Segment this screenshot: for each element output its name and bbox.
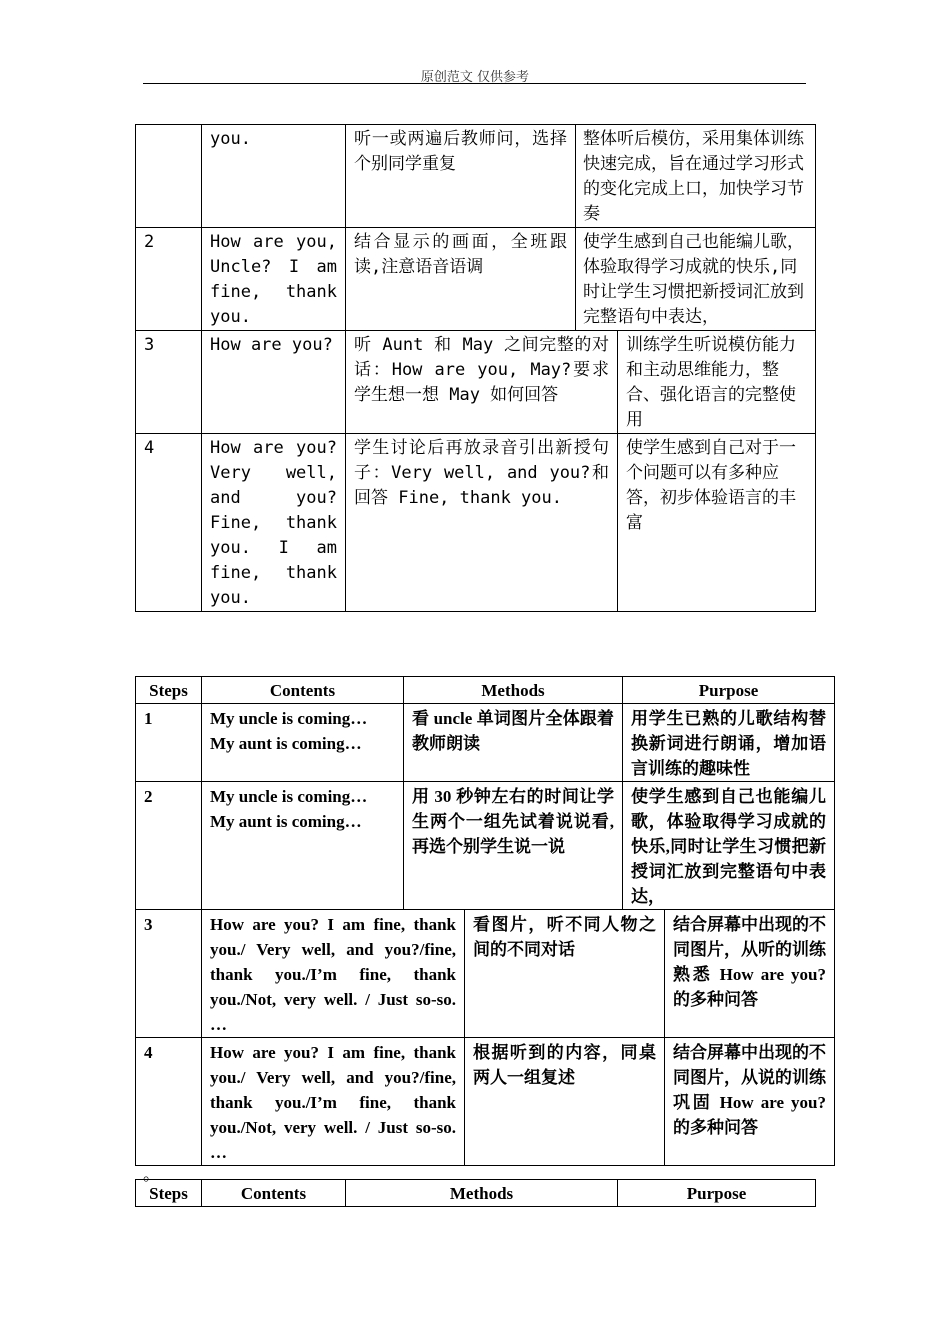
step-cell: 4 bbox=[136, 434, 202, 612]
method-cell: 看 uncle 单词图片全体跟着教师朗读 bbox=[404, 704, 623, 782]
purpose-cell: 用学生已熟的儿歌结构替换新词进行朗诵，增加语言训练的趣味性 bbox=[623, 704, 835, 782]
content-cell: How are you? Very well, and you? Fine, thank you. I am fine, thank you. bbox=[202, 434, 346, 612]
separator-mark: 。 bbox=[143, 1165, 160, 1185]
method-cell: 结合显示的画面，全班跟读,注意语音语调 bbox=[346, 228, 576, 331]
step-cell: 4 bbox=[136, 1038, 202, 1166]
table-header-row bbox=[136, 1180, 816, 1207]
table-row bbox=[136, 704, 835, 782]
header-contents: Contents bbox=[202, 677, 404, 704]
method-cell: 根据听到的内容，同桌两人一组复述 bbox=[465, 1038, 665, 1166]
header-rule bbox=[143, 83, 806, 84]
lesson-table-1 bbox=[135, 124, 816, 612]
content-cell: My uncle is coming… My aunt is coming… bbox=[202, 704, 404, 782]
header-steps: Steps bbox=[136, 1180, 202, 1207]
table-row bbox=[136, 125, 816, 228]
lesson-table-2 bbox=[135, 676, 835, 1166]
page-header: 原创范文 仅供参考 bbox=[420, 70, 530, 85]
purpose-cell: 使学生感到自己也能编儿歌，体验取得学习成就的快乐,同时让学生习惯把新授词汇放到完整语句中表达， bbox=[623, 782, 835, 910]
header-methods: Methods bbox=[346, 1180, 618, 1207]
step-cell: 1 bbox=[136, 704, 202, 782]
header-methods: Methods bbox=[404, 677, 623, 704]
table-row bbox=[136, 331, 816, 434]
method-cell: 学生讨论后再放录音引出新授句子：Very well, and you?和回答 Fine, thank you. bbox=[346, 434, 618, 612]
lesson-table-3 bbox=[135, 1179, 816, 1207]
purpose-cell: 整体听后模仿，采用集体训练快速完成，旨在通过学习形式的变化完成上口，加快学习节奏 bbox=[576, 125, 816, 228]
purpose-cell: 训练学生听说模仿能力和主动思维能力，整合、强化语言的完整使用 bbox=[618, 331, 816, 434]
header-contents: Contents bbox=[202, 1180, 346, 1207]
method-cell: 用 30 秒钟左右的时间让学生两个一组先试着说说看,再选个别学生说一说 bbox=[404, 782, 623, 910]
table-row bbox=[136, 434, 816, 612]
table-row bbox=[136, 228, 816, 331]
table-row bbox=[136, 782, 835, 910]
content-cell: How are you? I am fine, thank you./ Very well, and you?/fine, thank you./I’m fine, thank you./Not, very well. / Just so-so. … bbox=[202, 910, 465, 1038]
header-purpose: Purpose bbox=[618, 1180, 816, 1207]
content-cell: How are you? I am fine, thank you./ Very well, and you?/fine, thank you./I’m fine, thank you./Not, very well. / Just so-so. … bbox=[202, 1038, 465, 1166]
content-cell: How are you, Uncle? I am fine, thank you. bbox=[202, 228, 346, 331]
purpose-cell: 使学生感到自己对于一个问题可以有多种应答，初步体验语言的丰富 bbox=[618, 434, 816, 612]
purpose-cell: 结合屏幕中出现的不同图片，从说的训练巩固 How are you?的多种问答 bbox=[665, 1038, 835, 1166]
step-cell: 3 bbox=[136, 331, 202, 434]
header-purpose: Purpose bbox=[623, 677, 835, 704]
content-cell: you. bbox=[202, 125, 346, 228]
method-cell: 听 Aunt 和 May 之间完整的对话：How are you, May?要求学生想一想 May 如何回答 bbox=[346, 331, 618, 434]
purpose-cell: 使学生感到自己也能编儿歌，体验取得学习成就的快乐,同时让学生习惯把新授词汇放到完整语句中表达， bbox=[576, 228, 816, 331]
step-cell: 3 bbox=[136, 910, 202, 1038]
step-cell bbox=[136, 125, 202, 228]
table-row bbox=[136, 910, 835, 1038]
purpose-cell: 结合屏幕中出现的不同图片，从听的训练熟悉 How are you?的多种问答 bbox=[665, 910, 835, 1038]
method-cell: 听一或两遍后教师问，选择个别同学重复 bbox=[346, 125, 576, 228]
header-steps: Steps bbox=[136, 677, 202, 704]
step-cell: 2 bbox=[136, 228, 202, 331]
table-row bbox=[136, 1038, 835, 1166]
content-cell: My uncle is coming… My aunt is coming… bbox=[202, 782, 404, 910]
method-cell: 看图片，听不同人物之间的不同对话 bbox=[465, 910, 665, 1038]
step-cell: 2 bbox=[136, 782, 202, 910]
table-header-row bbox=[136, 677, 835, 704]
content-cell: How are you? bbox=[202, 331, 346, 434]
